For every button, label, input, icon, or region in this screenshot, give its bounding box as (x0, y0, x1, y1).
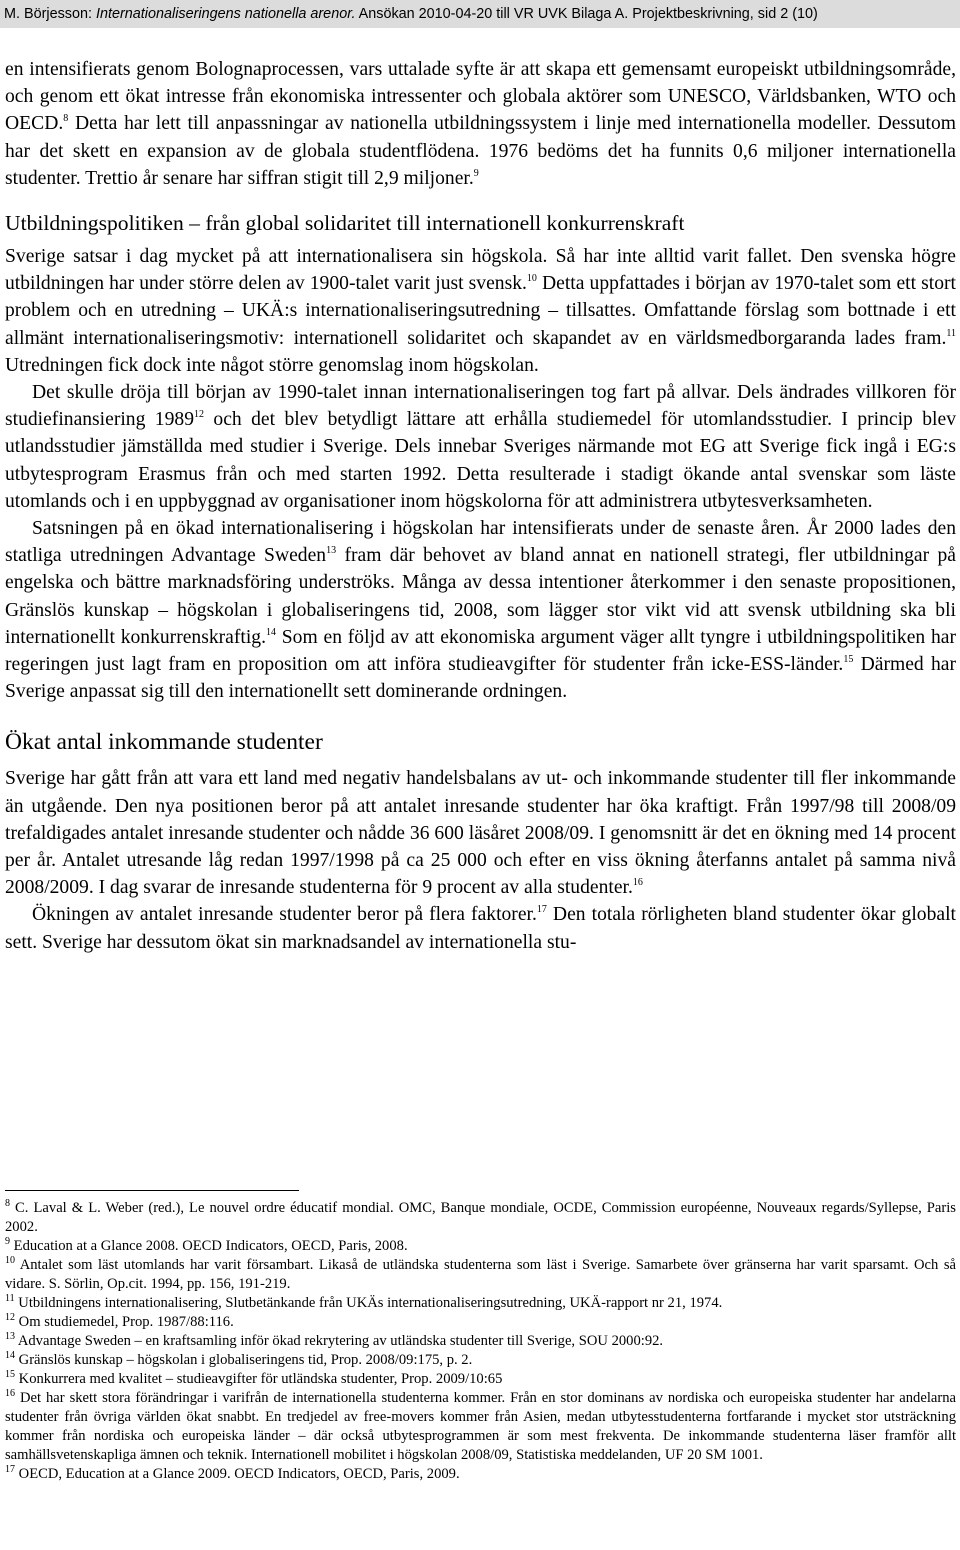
footnote (5, 1389, 956, 1465)
footnote-ref[interactable]: 17 (536, 904, 547, 916)
paragraph-text: Den totala rörligheten bland studenter ökar globalt sett. Sverige har dessutom ökat sin marknadsandel av internationella stu- (5, 904, 956, 953)
footnote-number: 11 (5, 1293, 15, 1304)
footnote-number: 16 (5, 1388, 15, 1399)
paragraph (5, 901, 956, 955)
footnote-text: Konkurrera med kvalitet – studieavgifter för utländska studenter, Prop. 2009/10:65 (15, 1371, 503, 1387)
paragraph (5, 379, 956, 515)
footnote-divider (5, 1190, 299, 1191)
footnote-ref[interactable]: 15 (843, 654, 854, 666)
footnote-text: Om studiemedel, Prop. 1987/88:116. (15, 1314, 234, 1330)
footnote-text: Utbildningens internationalisering, Slutbetänkande från UKÄs internationaliseringsutredning, UKÄ-rapport nr 21, 1974. (14, 1295, 723, 1311)
paragraph-text: Sverige satsar i dag mycket på att internationalisera sin högskola. Så har inte alltid varit fallet. Den svenska högre utbildningen har under större delen av 1900-talet varit just svensk. (5, 246, 956, 295)
footnote (5, 1370, 956, 1389)
paragraph-text: Detta uppfattades i början av 1970-talet som ett stort problem och en utredning – UKÄ:s internationaliseringsutredning – tillsattes. Omfattande förslag som bottnade i ett allmänt internationaliseringsmotiv: internationell solidaritet och skapandet av en världsmedborgaranda lades fram. (5, 273, 956, 349)
footnote-text: OECD, Education at a Glance 2009. OECD Indicators, OECD, Paris, 2009. (15, 1466, 460, 1482)
paragraph-text: Detta har lett till anpassningar av nationella utbildningssystem i linje med internationella modeller. Dessutom har det skett en expansion av de globala studentflödena. 1976 bedöms det ha funnits 0,6 miljoner internationella studenter. Trettio år senare har siffran stigit till 2,9 miljoner. (5, 113, 956, 189)
footnote-number: 9 (5, 1236, 10, 1247)
paragraph-text: Därmed har Sverige anpassat sig till den internationellt sett dominerande ordningen. (5, 654, 956, 703)
footnote-number: 12 (5, 1312, 15, 1323)
footnote-text: Det har skett stora förändringar i varifrån de internationella studenterna kommer. Från en stor dominans av nordiska och europeiska studenter har andelarna studenter från övriga världen ökat snabbt. En tredjedel av free-movers kommer från Asien, medan utbytesstudenterna fortfarande i mycket stor utsträckning kommer från nordiska och europeiska länder – där också utbytesprogrammen är som mest frekventa. De inkommande studenterna läser framför allt samhällsvetenskapliga ämnen och teknik. Internationell mobilitet i högskolan 2008/09, Statistiska meddelanden, UF 20 SM 1001. (5, 1390, 956, 1463)
footnote-ref[interactable]: 14 (265, 626, 276, 638)
footnote (5, 1294, 956, 1313)
footnote-text: Advantage Sweden – en kraftsamling inför ökad rekrytering av utländska studenter till Sverige, SOU 2000:92. (15, 1333, 664, 1349)
footnote-number: 8 (5, 1198, 10, 1209)
footnote-ref[interactable]: 8 (63, 113, 69, 125)
footnote-ref[interactable]: 12 (194, 409, 204, 421)
footnote (5, 1313, 956, 1332)
footnote-text: C. Laval & L. Weber (red.), Le nouvel ordre éducatif mondial. OMC, Banque mondiale, OCDE, Commission européenne, Nouveaux regards/Syllepse, Paris 2002. (5, 1200, 956, 1235)
footnote-text: Education at a Glance 2008. OECD Indicators, OECD, Paris, 2008. (10, 1238, 408, 1254)
footnote-text: Antalet som läst utomlands har varit försambart. Likaså de utländska studenterna som läst i Sverige. Samarbete över gränserna har varit sparsamt. Och så vidare. S. Sörlin, Op.cit. 1994, pp. 156, 191-219. (5, 1257, 956, 1292)
footnote (5, 1465, 956, 1484)
footnote-text: Gränslös kunskap – högskolan i globaliseringens tid, Prop. 2008/09:175, p. 2. (15, 1352, 473, 1368)
footnote-ref[interactable]: 10 (526, 273, 537, 285)
footnote-ref[interactable]: 13 (326, 545, 337, 557)
footnote-ref[interactable]: 16 (632, 877, 643, 889)
footnote (5, 1199, 956, 1237)
paragraph-text: Satsningen på en ökad internationalisering i högskolan har intensifierats under de senaste åren. År 2000 lades den statliga utredningen Advantage Sweden (5, 518, 956, 567)
footnote (5, 1332, 956, 1351)
paragraph-text: fram där behovet av bland annat en nationell strategi, fler utbildningar på engelska och bättre marknadsföring underströks. Många av dessa intentioner återkommer i den senaste propositionen, Gränslös kunskap – högskolan i globaliseringens tid, 2008, som lägger stor vikt vid att svensk utbildning ska bli internationellt konkurrenskraftig. (5, 545, 956, 648)
paragraph (5, 515, 956, 705)
main-text (5, 56, 956, 956)
footnote (5, 1237, 956, 1256)
footnote (5, 1256, 956, 1294)
paragraph-text: Det skulle dröja till början av 1990-talet innan internationaliseringen tog fart på allvar. Dels ändrades villkoren för studiefinansiering 1989 (5, 382, 956, 431)
footnote (5, 1351, 956, 1370)
paragraph-text: Utredningen fick dock inte något större genomslag inom högskolan. (5, 354, 539, 376)
header-author: M. Börjesson: (4, 6, 96, 22)
footnote-number: 13 (5, 1331, 15, 1342)
section-heading-inkommande: Ökat antal inkommande studenter (5, 729, 323, 756)
page-header (0, 0, 960, 28)
footnote-ref[interactable]: 11 (946, 327, 956, 339)
paragraph-text: Som en följd av att ekonomiska argument väger allt tyngre i utbildningspolitiken har regeringen just lagt fram en proposition om att införa studieavgifter för studenter från icke-ESS-länder. (5, 626, 956, 676)
paragraph-text: Sverige har gått från att vara ett land med negativ handelsbalans av ut- och inkommande studenter till fler inkommande än utgående. Den nya positionen beror på att antalet inresande studenter har öka kraftigt. Från 1997/98 till 2008/09 trefaldigades antalet inresande studenter och nådde 36 600 läsåret 2008/09. I genomsnitt är det en ökning med 14 procent per år. Antalet utresande låg redan 1997/1998 på ca 25 000 och efter en viss ökning återfanns antalet på samma nivå 2008/2009. I dag svarar de inresande studenterna för 9 procent av alla studenter. (5, 768, 956, 899)
paragraph-text: en intensifierats genom Bolognaprocessen, vars uttalade syfte är att skapa ett gemensamt europeiskt utbildningsområde, och genom ett ökat intresse från ekonomiska intressenter och globala aktörer som UNESCO, Världsbanken, WTO och OECD. (5, 59, 956, 135)
paragraph-text: och det blev betydligt lättare att erhålla studiemedel för utomlandsstudier. I princip blev utlandsstudier jämställda med studier i Sverige. Dels innebar Sveriges närmande mot EG att Sverige fick ingå i EG:s utbytesprogram Erasmus från och med starten 1992. Detta resulterade i stadigt ökande antal svenskar som läste utomlands och i en uppbyggnad av organisationer inom högskolorna för att administrera utbytesverksamheten. (5, 409, 956, 512)
paragraph (5, 765, 956, 901)
paragraph (5, 243, 956, 379)
footnote-number: 17 (5, 1464, 15, 1475)
header-meta: Ansökan 2010-04-20 till VR UVK Bilaga A. Projektbeskrivning, sid 2 (10) (355, 6, 818, 22)
intro-paragraph (5, 56, 956, 192)
footnotes (5, 1190, 956, 1484)
paragraph-text: Ökningen av antalet inresande studenter beror på flera faktorer. (32, 904, 537, 926)
header-title: Internationaliseringens nationella arenor. (95, 6, 356, 22)
footnote-number: 15 (5, 1369, 15, 1380)
footnote-number: 14 (5, 1350, 15, 1361)
section-heading-utbildningspolitiken: Utbildningspolitiken – från global solidaritet till internationell konkurrenskraft (5, 211, 685, 236)
footnote-number: 10 (5, 1255, 15, 1266)
footnote-ref[interactable]: 9 (473, 167, 479, 179)
